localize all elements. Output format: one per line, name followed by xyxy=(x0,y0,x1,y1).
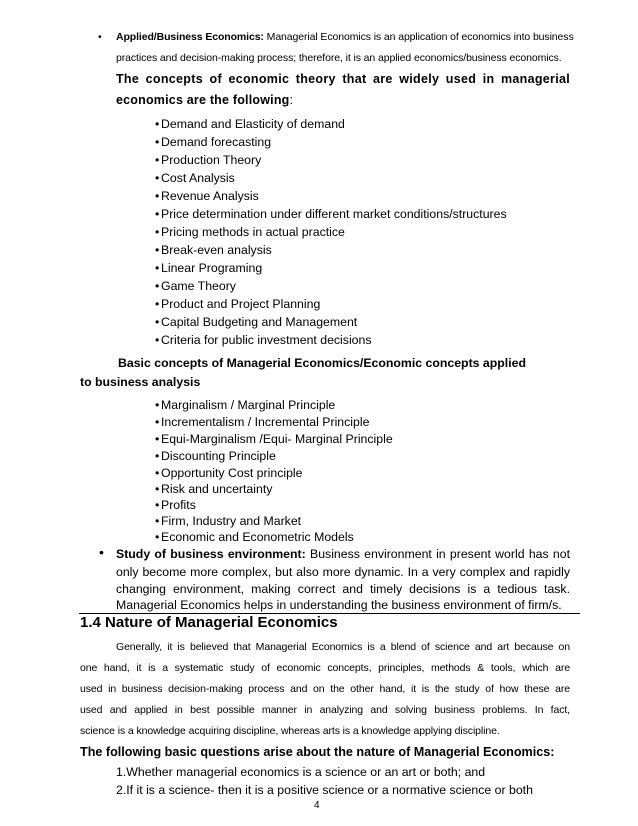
list-item: • Capital Budgeting and Management xyxy=(155,315,358,329)
concepts-heading-line2 xyxy=(116,93,293,107)
list-item: • Pricing methods in actual practice xyxy=(155,225,345,239)
list-item: • Linear Programing xyxy=(155,261,263,275)
concepts-heading-colon: : xyxy=(289,93,294,107)
list-item: • Demand and Elasticity of demand xyxy=(155,117,345,131)
basic-heading-line1: Basic concepts of Managerial Economics/Economic concepts applied xyxy=(118,356,526,370)
environment-line-4: Managerial Economics helps in understanding the business environment of firm/s. xyxy=(116,598,562,612)
environment-line-1 xyxy=(116,547,570,561)
basic-heading-line2: to business analysis xyxy=(80,375,201,389)
list-item: • Revenue Analysis xyxy=(155,189,259,203)
list-item: • Price determination under different market conditions/structures xyxy=(155,207,507,221)
list-item: • Cost Analysis xyxy=(155,171,235,185)
list-item: • Product and Project Planning xyxy=(155,297,321,311)
questions-heading: The following basic questions arise about the nature of Managerial Economics: xyxy=(80,745,555,759)
list-item: • Discounting Principle xyxy=(155,449,276,463)
paragraph-line: used in business decision-making process and on the other hand, it is the study of how these are xyxy=(80,683,570,695)
environment-text-1: Business environment in present world has not xyxy=(310,547,570,561)
bullet-dot: • xyxy=(98,31,102,43)
page-number: 4 xyxy=(314,800,320,811)
question-item: 1.Whether managerial economics is a science or an art or both; and xyxy=(116,765,486,779)
environment-line-3: changing environment, making correct and timely decisions is a tedious task. xyxy=(116,582,570,596)
paragraph-line: science is a knowledge acquiring discipline, whereas arts is a knowledge applying discipline. xyxy=(80,725,500,737)
list-item: • Profits xyxy=(155,498,196,512)
list-item: • Demand forecasting xyxy=(155,135,272,149)
environment-line-2: only become more complex, but also more dynamic. In a very complex and rapidly xyxy=(116,565,570,579)
section-title: 1.4 Nature of Managerial Economics xyxy=(80,614,338,631)
paragraph-line: one hand, it is a systematic study of economic concepts, principles, methods & tools, which are xyxy=(80,662,570,674)
concepts-heading-line1: The concepts of economic theory that are widely used in managerial xyxy=(116,72,570,86)
list-item: • Production Theory xyxy=(155,153,262,167)
intro-line-2: practices and decision-making process; therefore, it is an applied economics/business economics. xyxy=(116,52,562,64)
intro-lead: Applied/Business Economics: xyxy=(116,31,264,43)
paragraph-line: used and applied in best possible manner in analyzing and solving business problems. In fact, xyxy=(80,704,570,716)
list-item: • Economic and Econometric Models xyxy=(155,530,354,544)
list-item: • Equi-Marginalism /Equi- Marginal Principle xyxy=(155,432,393,446)
list-item: • Game Theory xyxy=(155,279,236,293)
question-item: 2.If it is a science- then it is a positive science or a normative science or both xyxy=(116,783,533,797)
concepts-heading-text: economics are the following xyxy=(116,93,290,107)
list-item: • Risk and uncertainty xyxy=(155,482,273,496)
list-item: • Incrementalism / Incremental Principle xyxy=(155,415,370,429)
intro-line-1 xyxy=(116,31,574,43)
intro-text-1: Managerial Economics is an application of economics into business xyxy=(266,31,574,43)
environment-lead: Study of business environment: xyxy=(116,547,306,561)
list-item: • Criteria for public investment decisions xyxy=(155,333,372,347)
list-item: • Firm, Industry and Market xyxy=(155,514,302,528)
list-item: • Opportunity Cost principle xyxy=(155,466,303,480)
bullet-dot: • xyxy=(99,544,104,560)
list-item: • Marginalism / Marginal Principle xyxy=(155,398,336,412)
paragraph-line: Generally, it is believed that Managerial Economics is a blend of science and art because on xyxy=(116,641,570,653)
list-item: • Break-even analysis xyxy=(155,243,272,257)
